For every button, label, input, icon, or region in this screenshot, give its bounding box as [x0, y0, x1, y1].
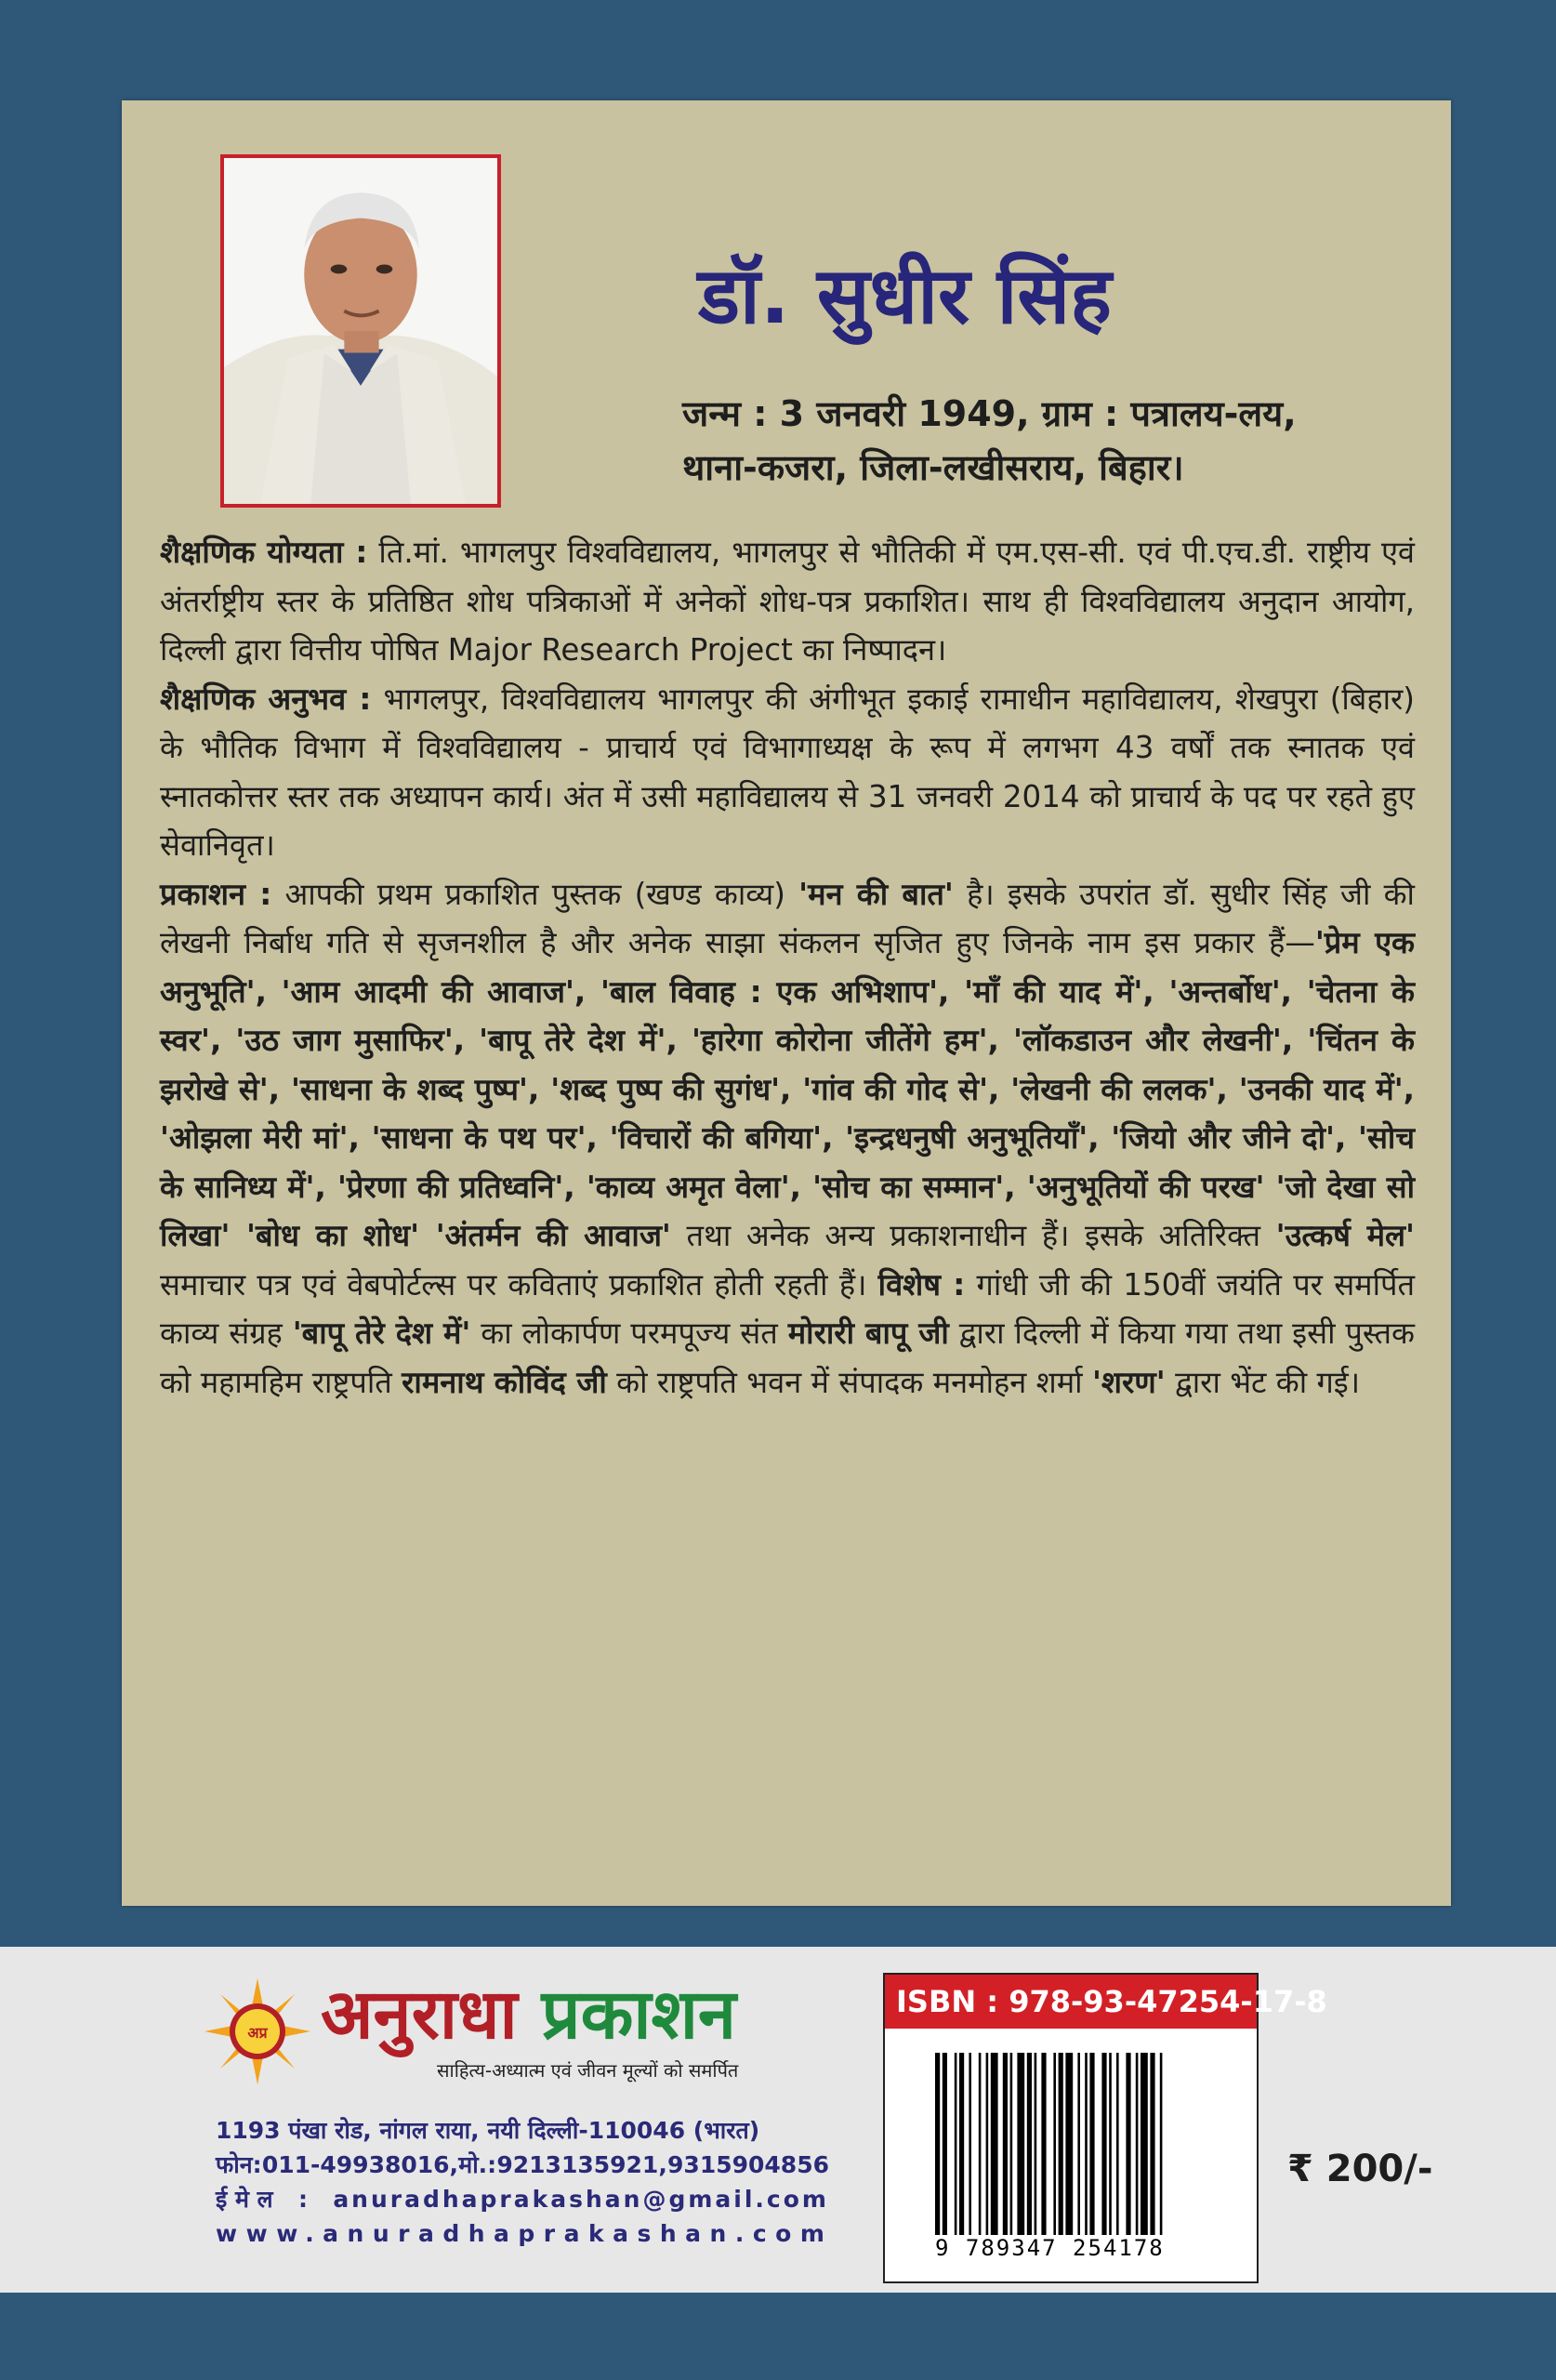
publisher-website-line [216, 2216, 834, 2251]
pub-bold-7: रामनाथ कोविंद जी [402, 1364, 607, 1400]
experience-label: शैक्षणिक अनुभव : [160, 681, 372, 717]
publisher-name [321, 1975, 736, 2055]
logo-initials: अप्र [247, 2024, 268, 2042]
address-text: 1193 पंखा रोड, नांगल राया, नयी दिल्ली-110046 (भारत) [216, 2117, 760, 2144]
publisher-email-line [216, 2182, 829, 2216]
phone-label: फोन: [216, 2151, 262, 2178]
phone-number: 011-49938016, [261, 2151, 459, 2178]
pub-bold-5: 'बापू तेरे देश में' [292, 1316, 471, 1351]
pub-bold-1: 'मन की बात' [798, 876, 954, 912]
education-paragraph [160, 528, 1415, 675]
publication-label: प्रकाशन : [160, 876, 272, 912]
barcode-icon [935, 2053, 1210, 2235]
publisher-tagline: साहित्य-अध्यात्म एवं जीवन मूल्यों को समर्पित [437, 2059, 739, 2082]
pub-text-3: तथा अनेक अन्य प्रकाशनाधीन हैं। इसके अतिरिक्त [670, 1218, 1276, 1253]
publisher-address [216, 2113, 829, 2148]
barcode-digits: 9 789347 254178 [935, 2235, 1165, 2261]
birth-line-1: जन्म : 3 जनवरी 1949, ग्राम : पत्रालय-लय, [682, 393, 1297, 434]
website-url: www.anuradhaprakashan.com [216, 2220, 834, 2247]
email-address: anuradhaprakashan@gmail.com [333, 2186, 829, 2213]
pub-text-1: आपकी प्रथम प्रकाशित पुस्तक (खण्ड काव्य) [271, 876, 799, 912]
pub-text-9: द्वारा भेंट की गई। [1165, 1364, 1361, 1400]
isbn-barcode-box [883, 1973, 1327, 2283]
isbn-label: ISBN : 978-93-47254-17-8 [885, 1975, 1257, 2029]
education-label: शैक्षणिक योग्यता : [160, 535, 368, 570]
publisher-contact [216, 2113, 834, 2251]
bio-text [160, 528, 1415, 1407]
experience-paragraph [160, 675, 1415, 870]
publisher-name-part-1: अनुराधा [321, 1975, 542, 2055]
mobile-number-1: 9213135921, [496, 2151, 667, 2178]
pub-text-7: द्वारा दिल्ली में किया गया तथा इसी पुस्तक को महामहिम राष्ट्रपति [160, 1316, 1416, 1400]
pub-text-6: का लोकार्पण परमपूज्य संत [470, 1316, 788, 1351]
pub-text-8: को राष्ट्रपति भवन में संपादक मनमोहन शर्मा [606, 1364, 1092, 1400]
pub-bold-titles: 'प्रेम एक अनुभूति', 'आम आदमी की आवाज', 'बाल विवाह : एक अभिशाप', 'माँ की याद में', 'अन्तर्बोध', 'चेतना के स्वर', 'उठ जाग मुसाफिर', 'बापू तेरे देश में', 'हारेगा कोरोना जीतेंगे हम', 'लॉकडाउन और लेखनी', 'चिंतन के झरोखे से', 'साधना के शब्द पुष्प', 'शब्द पुष्प की सुगंध', 'गांव की गोद से', 'लेखनी की ललक', 'उनकी याद में', 'ओझला मेरी मां', 'साधना के पथ पर', 'विचारों की बगिया', 'इन्द्रधनुषी अनुभूतियाँ', 'जियो और जीने दो', 'सोच के सानिध्य में', 'प्रेरणा की प्रतिध्वनि', 'काव्य अमृत वेला', 'सोच का सम्मान', 'अनुभूतियों की परख' 'जो देखा सो लिखा' 'बोध का शोध' 'अंतर्मन की आवाज' [160, 925, 1416, 1253]
pub-text-2: है। इसके उपरांत डॉ. सुधीर सिंह जी की लेखनी निर्बाध गति से सृजनशील है और अनेक साझा संकलन सृजित हुए जिनके नाम इस प्रकार हैं— [160, 876, 1415, 960]
author-bio-panel [122, 100, 1451, 1906]
author-portrait-image [224, 158, 497, 504]
pub-bold-special: विशेष : [877, 1266, 966, 1302]
email-label: ई मे ल [216, 2186, 273, 2213]
pub-text-4: समाचार पत्र एवं वेबपोर्टल्स पर कविताएं प्रकाशित होती रहती हैं। [160, 1266, 878, 1302]
mobile-number-2: 9315904856 [667, 2151, 829, 2178]
pub-bold-6: मोरारी बापू जी [787, 1316, 949, 1351]
publication-paragraph [160, 870, 1415, 1408]
pub-bold-3: 'उत्कर्ष मेल' [1275, 1218, 1416, 1253]
author-name: डॉ. सुधीर सिंह [698, 250, 1112, 341]
price: ₹ 200/- [1287, 2148, 1433, 2190]
experience-text: भागलपुर, विश्वविद्यालय भागलपुर की अंगीभूत इकाई रामाधीन महाविद्यालय, शेखपुरा (बिहार) के भौतिक विभाग में विश्वविद्यालय - प्राचार्य एवं विभागाध्यक्ष के रूप में लगभग 43 वर्षों तक स्नातक एवं स्नातकोत्तर स्तर तक अध्यापन कार्य। अंत में उसी महाविद्यालय से 31 जनवरी 2014 को प्राचार्य के पद पर रहते हुए सेवानिवृत। [160, 681, 1415, 863]
author-birth-details [682, 387, 1421, 495]
publisher-sun-logo-icon [204, 1978, 310, 2084]
mobile-label: मो.: [458, 2151, 497, 2178]
email-separator: : [297, 2186, 308, 2213]
author-photo [220, 154, 501, 508]
pub-bold-8: 'शरण' [1091, 1364, 1166, 1400]
publisher-name-part-2: प्रकाशन [541, 1975, 736, 2055]
education-text: ति.मां. भागलपुर विश्वविद्यालय, भागलपुर से भौतिकी में एम.एस-सी. एवं पी.एच.डी. राष्ट्रीय एवं अंतर्राष्ट्रीय स्तर के प्रतिष्ठित शोध पत्रिकाओं में अनेकों शोध-पत्र प्रकाशित। साथ ही विश्वविद्यालय अनुदान आयोग, दिल्ली द्वारा वित्तीय पोषित Major Research Project का निष्पादन। [160, 535, 1415, 668]
birth-line-2: थाना-कजरा, जिला-लखीसराय, बिहार। [682, 447, 1184, 488]
publisher-phone-line [216, 2148, 829, 2182]
pub-text-5: गांधी जी की 150वीं जयंति पर समर्पित काव्य संग्रह [160, 1266, 1416, 1351]
